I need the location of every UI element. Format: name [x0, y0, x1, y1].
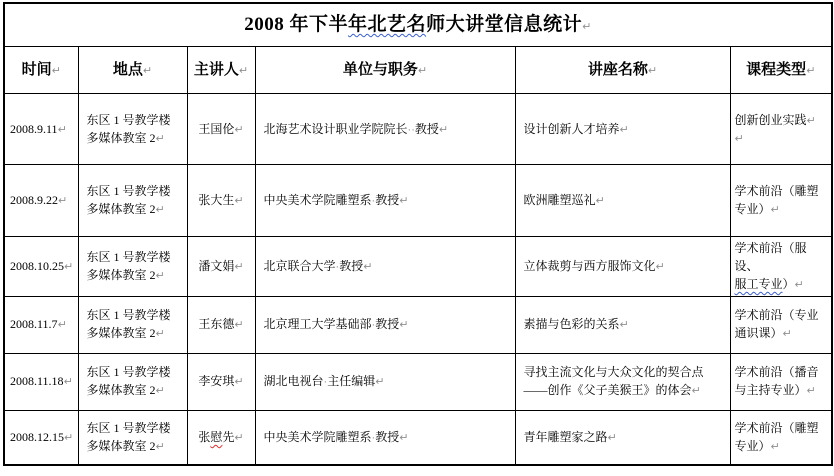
- table-title: 2008 年下半年北艺名师大讲堂信息统计↵: [4, 3, 832, 47]
- table-row: [4, 94, 832, 165]
- cell-date: 2008.9.22↵: [4, 165, 78, 237]
- cell-speaker: 张大生↵: [187, 165, 255, 237]
- space-mark-icon: ·: [407, 123, 412, 136]
- paragraph-mark-icon: ↵: [57, 319, 67, 332]
- header-cell-unit: 单位与职务↵: [255, 47, 515, 94]
- table-row: [4, 353, 832, 410]
- cell-location: 东区 1 号教学楼 多媒体教室 2↵: [78, 165, 187, 237]
- lecture-stats-table: [3, 2, 833, 466]
- paragraph-mark-icon: ↵: [155, 385, 165, 398]
- paragraph-mark-icon: ↵: [647, 64, 658, 77]
- paragraph-mark-icon: ↵: [64, 432, 74, 444]
- space-mark-icon: ·: [411, 123, 415, 136]
- cell-speaker: 李安琪↵: [187, 353, 255, 410]
- cell-course: 学术前沿（播音 与主持专业）↵: [730, 353, 832, 410]
- paragraph-mark-icon: ↵: [234, 319, 244, 332]
- space-mark-icon: ·: [371, 319, 376, 332]
- cell-location: 东区 1 号教学楼 多媒体教室 2↵: [78, 410, 187, 465]
- cell-speaker: 王国伦↵: [187, 94, 255, 165]
- cell-speaker: 张慰先↵: [187, 410, 255, 465]
- cell-unit: 北京理工大学基础部·教授↵: [255, 296, 515, 353]
- paragraph-mark-icon: ↵: [770, 204, 780, 217]
- paragraph-mark-icon: ↵: [619, 319, 629, 332]
- cell-course: 学术前沿（雕塑 专业）↵: [730, 410, 832, 465]
- cell-course: 学术前沿（服设、 服工专业）↵: [730, 237, 832, 297]
- paragraph-mark-icon: ↵: [142, 64, 153, 77]
- paragraph-mark-icon: ↵: [619, 123, 629, 136]
- cell-lecture: 青年雕塑家之路↵: [515, 410, 730, 465]
- cell-lecture: 设计创新人才培养↵: [515, 94, 730, 165]
- cell-location: 东区 1 号教学楼 多媒体教室 2↵: [78, 94, 187, 165]
- paragraph-mark-icon: ↵: [375, 376, 385, 389]
- paragraph-mark-icon: ↵: [438, 123, 449, 136]
- paragraph-mark-icon: ↵: [238, 64, 249, 77]
- table-row: [4, 165, 832, 237]
- paragraph-mark-icon: ↵: [399, 195, 409, 208]
- cell-unit: 北海艺术设计职业学院院长··教授↵: [255, 94, 515, 165]
- header-cell-speaker: 主讲人↵: [187, 47, 255, 94]
- paragraph-mark-icon: ↵: [51, 64, 61, 77]
- paragraph-mark-icon: ↵: [234, 376, 244, 389]
- cell-unit: 中央美术学院雕塑系·教授↵: [255, 165, 515, 237]
- spellcheck-wavy-blue: 服工专业: [734, 277, 783, 291]
- paragraph-mark-icon: ↵: [155, 441, 165, 453]
- cell-lecture: 寻找主流文化与大众文化的契合点 ——创作《父子美猴王》的体会↵: [515, 353, 730, 410]
- cell-lecture: 立体裁剪与西方服饰文化↵: [515, 237, 730, 297]
- paragraph-mark-icon: ↵: [399, 432, 409, 444]
- paragraph-mark-icon: ↵: [782, 328, 792, 341]
- cell-date: 2008.11.7↵: [4, 296, 78, 353]
- cell-unit: 北京联合大学·教授↵: [255, 237, 515, 297]
- cell-course: 学术前沿（专业 通识课）↵: [730, 296, 832, 353]
- space-mark-icon: ·: [323, 376, 328, 389]
- cell-course: 学术前沿（雕塑 专业）↵: [730, 165, 832, 237]
- paragraph-mark-icon: ↵: [691, 385, 701, 398]
- paragraph-mark-icon: ↵: [234, 432, 244, 444]
- cell-location: 东区 1 号教学楼 多媒体教室 2↵: [78, 237, 187, 297]
- paragraph-mark-icon: ↵: [234, 261, 244, 273]
- paragraph-mark-icon: ↵: [595, 195, 605, 208]
- header-cell-time: 时间↵: [4, 47, 78, 94]
- paragraph-mark-icon: ↵: [234, 123, 244, 136]
- cell-unit: 湖北电视台·主任编辑↵: [255, 353, 515, 410]
- cell-course: 创新创业实践↵ ↵: [730, 94, 832, 165]
- paragraph-mark-icon: ↵: [57, 123, 67, 136]
- table-row: [4, 237, 832, 297]
- cell-date: 2008.11.18↵: [4, 353, 78, 410]
- cell-speaker: 潘文娟↵: [187, 237, 255, 297]
- paragraph-mark-icon: ↵: [734, 133, 744, 145]
- cell-location: 东区 1 号教学楼 多媒体教室 2↵: [78, 296, 187, 353]
- cell-date: 2008.10.25↵: [4, 237, 78, 297]
- cell-location: 东区 1 号教学楼 多媒体教室 2↵: [78, 353, 187, 410]
- paragraph-mark-icon: ↵: [806, 114, 816, 127]
- cell-lecture: 素描与色彩的关系↵: [515, 296, 730, 353]
- cell-date: 2008.9.11↵: [4, 94, 78, 165]
- header-cell-course: 课程类型↵: [730, 47, 832, 94]
- paragraph-mark-icon: ↵: [58, 195, 68, 208]
- paragraph-mark-icon: ↵: [417, 64, 428, 77]
- spellcheck-wavy-red: 慰: [210, 430, 223, 444]
- paragraph-mark-icon: ↵: [399, 319, 409, 332]
- table-row: [4, 296, 832, 353]
- header-cell-place: 地点↵: [78, 47, 187, 94]
- paragraph-mark-icon: ↵: [770, 441, 780, 453]
- paragraph-mark-icon: ↵: [363, 261, 373, 273]
- paragraph-mark-icon: ↵: [234, 195, 244, 208]
- paragraph-mark-icon: ↵: [582, 20, 592, 33]
- table-row: [4, 410, 832, 465]
- paragraph-mark-icon: ↵: [155, 328, 165, 341]
- paragraph-mark-icon: ↵: [63, 376, 73, 389]
- paragraph-mark-icon: ↵: [806, 385, 816, 398]
- paragraph-mark-icon: ↵: [806, 64, 816, 77]
- paragraph-mark-icon: ↵: [64, 261, 74, 273]
- paragraph-mark-icon: ↵: [607, 432, 617, 444]
- spellcheck-wavy-blue: 年北艺名: [348, 13, 427, 35]
- space-mark-icon: ·: [371, 432, 376, 444]
- paragraph-mark-icon: ↵: [655, 261, 665, 273]
- paragraph-mark-icon: ↵: [155, 204, 165, 217]
- table-header-row: [4, 47, 832, 94]
- cell-date: 2008.12.15↵: [4, 410, 78, 465]
- space-mark-icon: ·: [371, 195, 376, 208]
- paragraph-mark-icon: ↵: [794, 279, 804, 291]
- header-cell-lecture: 讲座名称↵: [515, 47, 730, 94]
- cell-speaker: 王东德↵: [187, 296, 255, 353]
- cell-unit: 中央美术学院雕塑系·教授↵: [255, 410, 515, 465]
- table-title-row: [4, 3, 832, 47]
- paragraph-mark-icon: ↵: [155, 270, 165, 282]
- paragraph-mark-icon: ↵: [155, 132, 165, 145]
- space-mark-icon: ·: [335, 261, 340, 273]
- cell-lecture: 欧洲雕塑巡礼↵: [515, 165, 730, 237]
